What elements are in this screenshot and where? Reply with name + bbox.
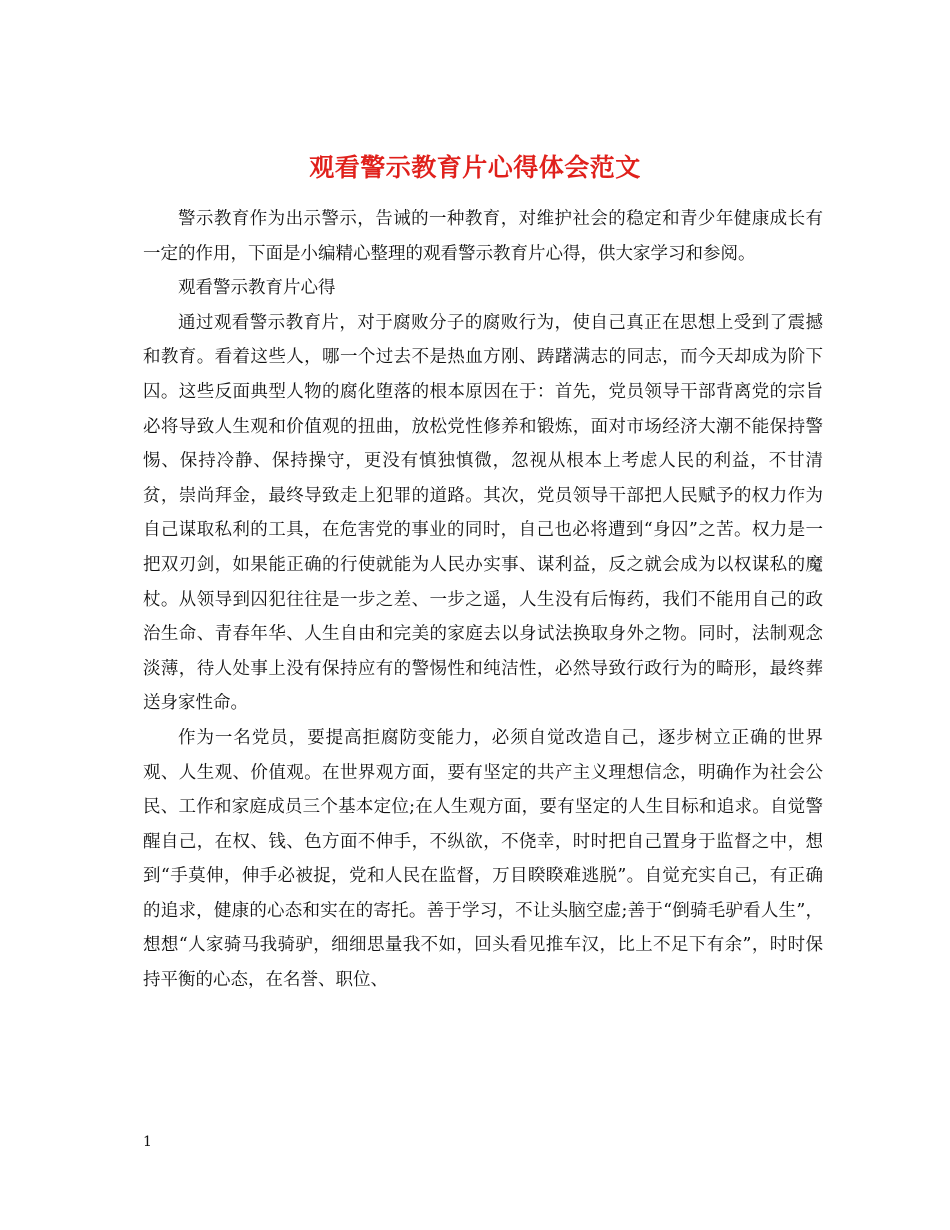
document-body [143, 202, 823, 998]
section-heading: 观看警示教育片心得 [178, 278, 336, 299]
body-paragraph: 作为一名党员，要提高拒腐防变能力，必须自觉改造自己，逐步树立正确的世界观、人生观、价值观。在世界观方面，要有坚定的共产主义理想信念，明确作为社会公民、工作和家庭成员三个基本定位;在人生观方面，要有坚定的人生目标和追求。自觉警醒自己，在权、钱、色方面不伸手，不纵欲，不侥幸，时时把自己置身于监督之中，想到“手莫伸，伸手必被捉，党和人民在监督，万目睽睽难逃脱”。自觉充实自己，有正确的追求，健康的心态和实在的寄托。善于学习，不让头脑空虚;善于“倒骑毛驴看人生”，想想“人家骑马我骑驴，细细思量我不如，回头看见推车汉，比上不足下有余”，时时保持平衡的心态，在名誉、职位、 [143, 727, 823, 991]
page-number: 1 [143, 1134, 152, 1150]
intro-paragraph: 警示教育作为出示警示，告诫的一种教育，对维护社会的稳定和青少年健康成长有一定的作用，下面是小编精心整理的观看警示教育片心得，供大家学习和参阅。 [143, 209, 823, 264]
page-title: 观看警示教育片心得体会范文 [309, 152, 641, 182]
body-paragraph: 通过观看警示教育片，对于腐败分子的腐败行为，使自己真正在思想上受到了震撼和教育。看着这些人，哪一个过去不是热血方刚、踌躇满志的同志，而今天却成为阶下囚。这些反面典型人物的腐化堕落的根本原因在于：首先，党员领导干部背离党的宗旨必将导致人生观和价值观的扭曲，放松党性修养和锻炼，面对市场经济大潮不能保持警惕、保持冷静、保持操守，更没有慎独慎微，忽视从根本上考虑人民的利益，不甘清贫，崇尚拜金，最终导致走上犯罪的道路。其次，党员领导干部把人民赋予的权力作为自己谋取私利的工具，在危害党的事业的同时，自己也必将遭到“身囚”之苦。权力是一把双刃剑，如果能正确的行使就能为人民办实事、谋利益，反之就会成为以权谋私的魔杖。从领导到囚犯往往是一步之差、一步之遥，人生没有后悔药，我们不能用自己的政治生命、青春年华、人生自由和完美的家庭去以身试法换取身外之物。同时，法制观念淡薄，待人处事上没有保持应有的警惕性和纯洁性，必然导致行政行为的畸形，最终葬送身家性命。 [143, 312, 823, 714]
